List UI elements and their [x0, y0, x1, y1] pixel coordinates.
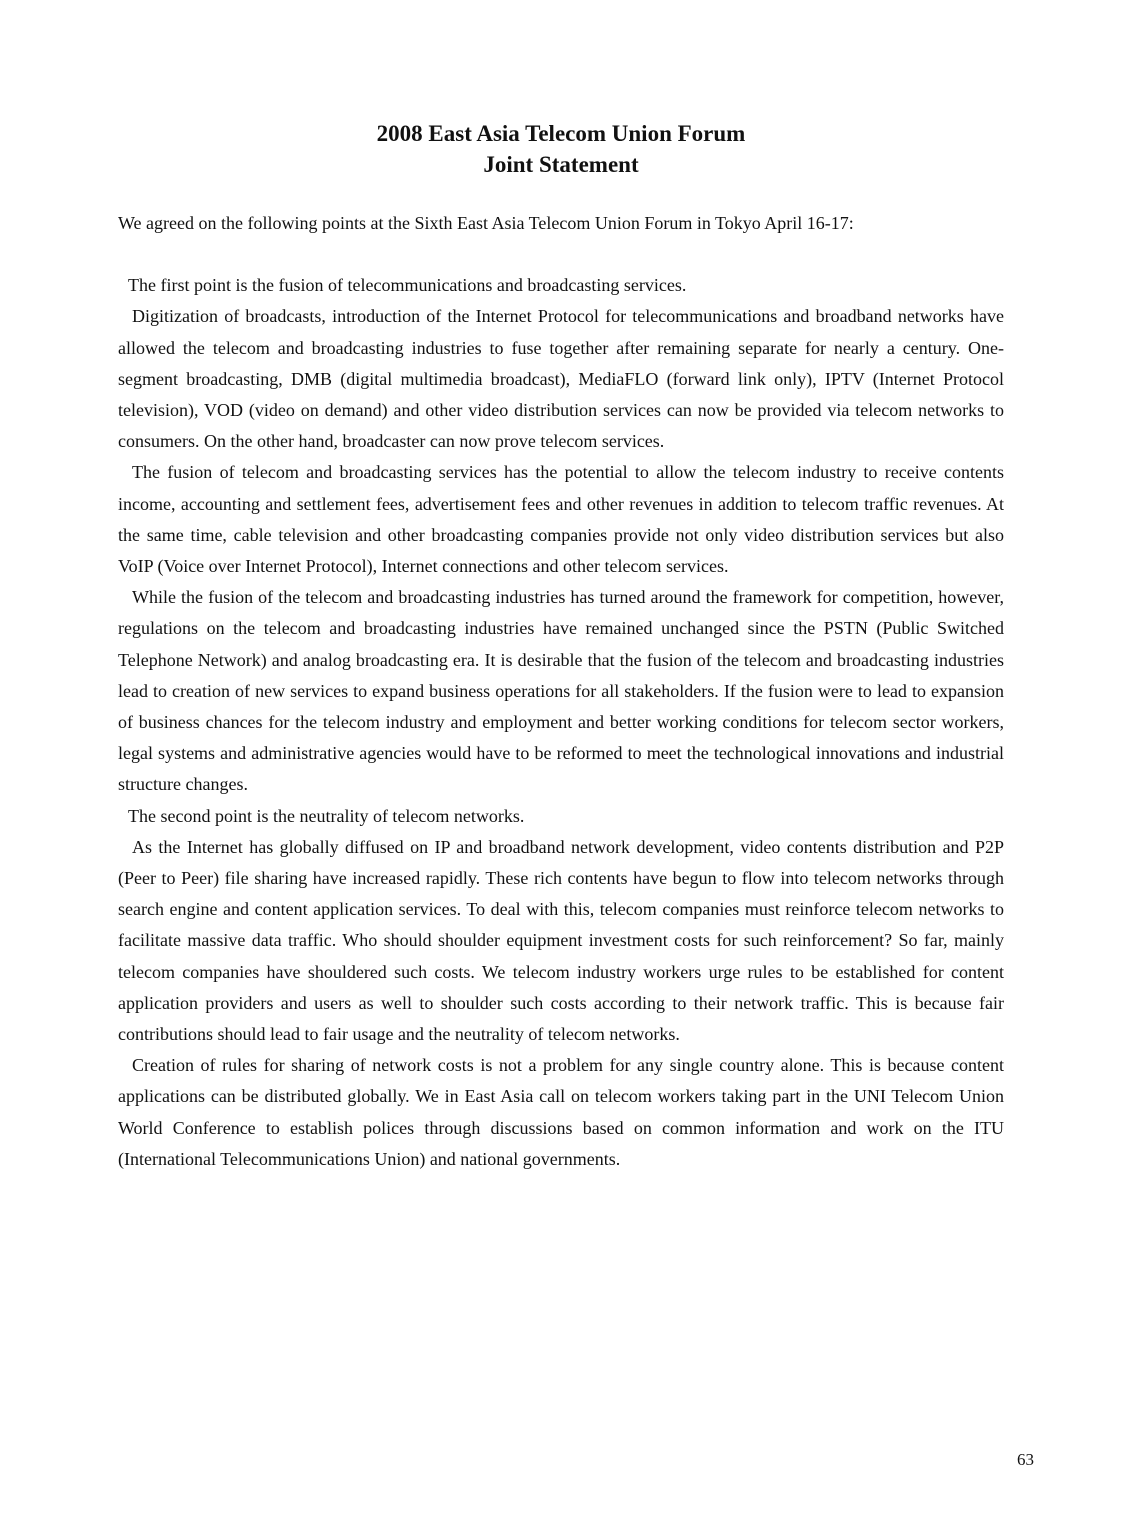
paragraph-5: Creation of rules for sharing of network costs is not a problem for any single country alone. This is because content applications can be distributed globally. We in East Asia call on telecom workers taking part in the UNI Telecom Union World Conference to establish polices through discussions based on common information and work on the ITU (International Telecommunications Union) and national governments.	[118, 1055, 1004, 1169]
paragraph-2: The fusion of telecom and broadcasting services has the potential to allow the telecom industry to receive contents income, accounting and settlement fees, advertisement fees and other revenues in addition to telecom traffic revenues. At the same time, cable television and other broadcasting companies provide not only video distribution services but also VoIP (Voice over Internet Protocol), Internet connections and other telecom services.	[118, 462, 1004, 577]
paragraph-1: Digitization of broadcasts, introduction of the Internet Protocol for telecommunications and broadband networks have allowed the telecom and broadcasting industries to fuse together after remaining separate for nearly a century. One-segment broadcasting, DMB (digital multimedia broadcast), MediaFLO (forward link only), IPTV (Internet Protocol television), VOD (video on demand) and other video distribution services can now be provided via telecom networks to consumers. On the other hand, broadcaster can now prove telecom services.	[118, 306, 1004, 452]
title-line-2: Joint Statement	[483, 152, 639, 177]
point-1-heading: The first point is the fusion of telecommunications and broadcasting services.	[128, 275, 687, 296]
point-2-heading: The second point is the neutrality of telecom networks.	[128, 805, 525, 826]
body-content	[118, 208, 1004, 1175]
title-line-1: 2008 East Asia Telecom Union Forum	[376, 121, 746, 146]
page-number: 63	[1017, 1450, 1034, 1469]
paragraph-3: While the fusion of the telecom and broadcasting industries has turned around the framework for competition, however, regulations on the telecom and broadcasting industries have remained unchanged since the PSTN (Public Switched Telephone Network) and analog broadcasting era. It is desirable that the fusion of the telecom and broadcasting industries lead to creation of new services to expand business operations for all stakeholders. If the fusion were to lead to expansion of business chances for the telecom industry and employment and better working conditions for telecom sector workers, legal systems and administrative agencies would have to be reformed to meet the technological innovations and industrial structure changes.	[118, 587, 1004, 795]
spacer	[118, 239, 1004, 270]
intro-paragraph: We agreed on the following points at the Sixth East Asia Telecom Union Forum in Tokyo April 16-17:	[118, 213, 854, 233]
paragraph-4: As the Internet has globally diffused on IP and broadband network development, video contents distribution and P2P (Peer to Peer) file sharing have increased rapidly. These rich contents have begun to flow into telecom networks through search engine and content application services. To deal with this, telecom companies must reinforce telecom networks to facilitate massive data traffic. Who should shoulder equipment investment costs for such reinforcement? So far, mainly telecom companies have shouldered such costs. We telecom industry workers urge rules to be established for content application providers and users as well to shoulder such costs according to their network traffic. This is because fair contributions should lead to fair usage and the neutrality of telecom networks.	[118, 836, 1004, 1045]
title-block	[118, 118, 1004, 180]
